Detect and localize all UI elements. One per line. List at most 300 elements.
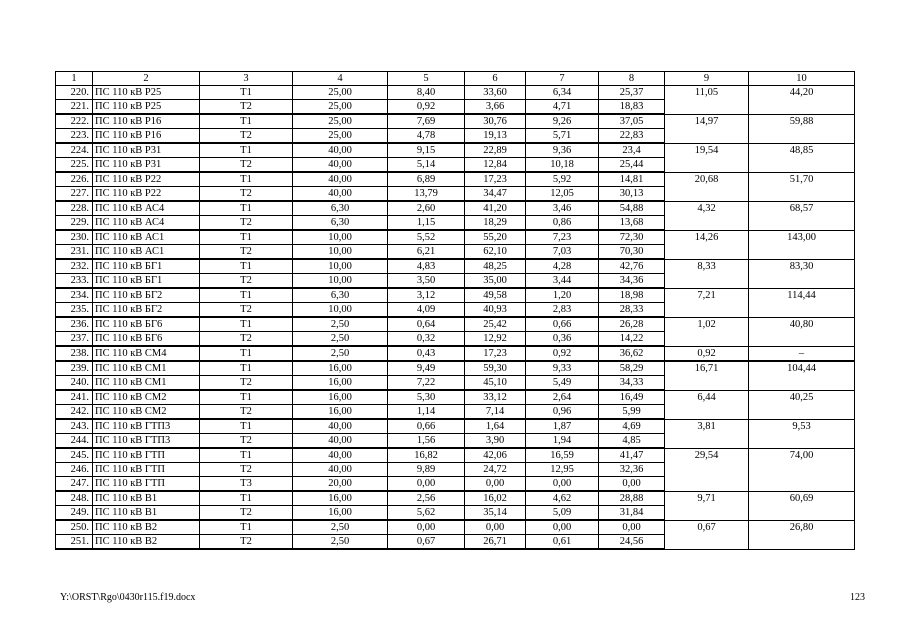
transformer-cell: Т1: [200, 491, 293, 506]
load-percent-a-cell: 30,76: [465, 114, 526, 129]
group-col9-cell: 3,81: [665, 419, 749, 448]
load-b-cell: 0,36: [526, 332, 599, 347]
load-percent-b-cell: 5,99: [599, 405, 665, 420]
rated-power-cell: 10,00: [293, 274, 388, 289]
rated-power-cell: 6,30: [293, 201, 388, 216]
row-number-cell: 246.: [56, 463, 93, 477]
load-a-cell: 9,89: [388, 463, 465, 477]
load-percent-a-cell: 33,60: [465, 86, 526, 100]
substation-name-cell: ПС 110 кВ АС1: [93, 230, 200, 245]
load-b-cell: 5,09: [526, 506, 599, 521]
load-b-cell: 0,00: [526, 520, 599, 535]
load-percent-b-cell: 22,83: [599, 129, 665, 144]
load-a-cell: 9,15: [388, 143, 465, 158]
load-percent-b-cell: 4,85: [599, 434, 665, 449]
transformer-cell: Т2: [200, 158, 293, 173]
column-header-3: 3: [200, 72, 293, 86]
load-a-cell: 1,56: [388, 434, 465, 449]
substation-name-cell: ПС 110 кВ Р16: [93, 114, 200, 129]
table-row: [56, 317, 855, 332]
row-number-cell: 241.: [56, 390, 93, 405]
substation-name-cell: ПС 110 кВ В2: [93, 520, 200, 535]
load-percent-b-cell: 25,37: [599, 86, 665, 100]
load-a-cell: 0,67: [388, 535, 465, 550]
load-percent-b-cell: 18,83: [599, 100, 665, 115]
load-percent-b-cell: 4,69: [599, 419, 665, 434]
load-b-cell: 1,20: [526, 288, 599, 303]
transformer-cell: Т1: [200, 86, 293, 100]
row-number-cell: 243.: [56, 419, 93, 434]
transformer-cell: Т2: [200, 332, 293, 347]
load-a-cell: 0,43: [388, 346, 465, 361]
group-col9-cell: 14,26: [665, 230, 749, 259]
load-percent-a-cell: 40,93: [465, 303, 526, 318]
transformer-cell: Т2: [200, 405, 293, 420]
row-number-cell: 244.: [56, 434, 93, 449]
substation-name-cell: ПС 110 кВ ГТП: [93, 463, 200, 477]
load-a-cell: 2,56: [388, 491, 465, 506]
table-body: [56, 72, 855, 550]
row-number-cell: 223.: [56, 129, 93, 144]
group-col10-cell: 40,25: [749, 390, 855, 419]
row-number-cell: 224.: [56, 143, 93, 158]
load-percent-b-cell: 0,00: [599, 520, 665, 535]
group-col10-cell: 74,00: [749, 448, 855, 491]
transformer-cell: Т1: [200, 390, 293, 405]
load-b-cell: 0,92: [526, 346, 599, 361]
load-a-cell: 7,69: [388, 114, 465, 129]
substation-name-cell: ПС 110 кВ БГ1: [93, 259, 200, 274]
load-percent-b-cell: 14,22: [599, 332, 665, 347]
rated-power-cell: 16,00: [293, 491, 388, 506]
load-a-cell: 0,00: [388, 477, 465, 492]
column-header-8: 8: [599, 72, 665, 86]
load-percent-b-cell: 23,4: [599, 143, 665, 158]
rated-power-cell: 10,00: [293, 245, 388, 260]
rated-power-cell: 6,30: [293, 288, 388, 303]
load-percent-a-cell: 18,29: [465, 216, 526, 231]
load-percent-b-cell: 58,29: [599, 361, 665, 376]
substation-name-cell: ПС 110 кВ Р31: [93, 158, 200, 173]
transformer-cell: Т1: [200, 520, 293, 535]
group-col9-cell: 4,32: [665, 201, 749, 230]
load-percent-a-cell: 16,02: [465, 491, 526, 506]
row-number-cell: 235.: [56, 303, 93, 318]
row-number-cell: 222.: [56, 114, 93, 129]
load-percent-a-cell: 0,00: [465, 520, 526, 535]
load-percent-b-cell: 32,36: [599, 463, 665, 477]
substation-name-cell: ПС 110 кВ АС4: [93, 216, 200, 231]
load-b-cell: 2,83: [526, 303, 599, 318]
rated-power-cell: 16,00: [293, 390, 388, 405]
load-percent-a-cell: 26,71: [465, 535, 526, 550]
substation-name-cell: ПС 110 кВ ГТП: [93, 477, 200, 492]
column-header-10: 10: [749, 72, 855, 86]
row-number-cell: 233.: [56, 274, 93, 289]
group-col10-cell: 68,57: [749, 201, 855, 230]
group-col10-cell: 59,88: [749, 114, 855, 143]
transformer-cell: Т2: [200, 129, 293, 144]
load-percent-a-cell: 55,20: [465, 230, 526, 245]
load-percent-a-cell: 22,89: [465, 143, 526, 158]
substation-name-cell: ПС 110 кВ БГ1: [93, 274, 200, 289]
load-b-cell: 10,18: [526, 158, 599, 173]
rated-power-cell: 2,50: [293, 346, 388, 361]
row-number-cell: 247.: [56, 477, 93, 492]
load-percent-b-cell: 16,49: [599, 390, 665, 405]
transformer-cell: Т2: [200, 463, 293, 477]
substation-name-cell: ПС 110 кВ В1: [93, 491, 200, 506]
load-b-cell: 7,23: [526, 230, 599, 245]
load-percent-a-cell: 59,30: [465, 361, 526, 376]
load-percent-b-cell: 34,36: [599, 274, 665, 289]
group-col10-cell: 104,44: [749, 361, 855, 390]
load-a-cell: 0,00: [388, 520, 465, 535]
load-b-cell: 5,49: [526, 376, 599, 391]
load-percent-a-cell: 3,66: [465, 100, 526, 115]
load-percent-a-cell: 35,00: [465, 274, 526, 289]
load-b-cell: 12,95: [526, 463, 599, 477]
load-b-cell: 6,34: [526, 86, 599, 100]
load-percent-a-cell: 33,12: [465, 390, 526, 405]
load-a-cell: 0,32: [388, 332, 465, 347]
table-row: [56, 172, 855, 187]
row-number-cell: 238.: [56, 346, 93, 361]
transformer-cell: Т1: [200, 172, 293, 187]
group-col9-cell: 20,68: [665, 172, 749, 201]
substation-name-cell: ПС 110 кВ СМ1: [93, 376, 200, 391]
rated-power-cell: 2,50: [293, 535, 388, 550]
load-percent-b-cell: 24,56: [599, 535, 665, 550]
transformer-cell: Т2: [200, 245, 293, 260]
load-percent-b-cell: 54,88: [599, 201, 665, 216]
column-header-4: 4: [293, 72, 388, 86]
transformer-cell: Т3: [200, 477, 293, 492]
load-percent-b-cell: 13,68: [599, 216, 665, 231]
load-percent-b-cell: 26,28: [599, 317, 665, 332]
load-percent-a-cell: 12,84: [465, 158, 526, 173]
rated-power-cell: 25,00: [293, 100, 388, 115]
load-b-cell: 1,94: [526, 434, 599, 449]
substation-name-cell: ПС 110 кВ АС4: [93, 201, 200, 216]
load-b-cell: 9,36: [526, 143, 599, 158]
table-row: [56, 86, 855, 100]
load-percent-a-cell: 25,42: [465, 317, 526, 332]
load-a-cell: 5,14: [388, 158, 465, 173]
group-col9-cell: 29,54: [665, 448, 749, 491]
load-percent-b-cell: 18,98: [599, 288, 665, 303]
row-number-cell: 231.: [56, 245, 93, 260]
transformer-cell: Т1: [200, 346, 293, 361]
group-col9-cell: 19,54: [665, 143, 749, 172]
load-percent-b-cell: 14,81: [599, 172, 665, 187]
load-percent-a-cell: 24,72: [465, 463, 526, 477]
load-percent-b-cell: 28,88: [599, 491, 665, 506]
table-row: [56, 346, 855, 361]
load-percent-a-cell: 1,64: [465, 419, 526, 434]
row-number-cell: 249.: [56, 506, 93, 521]
column-header-9: 9: [665, 72, 749, 86]
transformer-cell: Т2: [200, 216, 293, 231]
group-col10-cell: 26,80: [749, 520, 855, 549]
rated-power-cell: 40,00: [293, 158, 388, 173]
group-col9-cell: 9,71: [665, 491, 749, 520]
substation-name-cell: ПС 110 кВ СМ4: [93, 346, 200, 361]
load-b-cell: 16,59: [526, 448, 599, 463]
load-b-cell: 3,44: [526, 274, 599, 289]
substation-name-cell: ПС 110 кВ В2: [93, 535, 200, 550]
load-a-cell: 1,14: [388, 405, 465, 420]
group-col9-cell: 1,02: [665, 317, 749, 346]
group-col10-cell: 143,00: [749, 230, 855, 259]
transformer-cell: Т1: [200, 201, 293, 216]
substation-name-cell: ПС 110 кВ Р25: [93, 100, 200, 115]
table-row: [56, 201, 855, 216]
substation-name-cell: ПС 110 кВ В1: [93, 506, 200, 521]
substation-name-cell: ПС 110 кВ Р31: [93, 143, 200, 158]
group-col9-cell: 16,71: [665, 361, 749, 390]
rated-power-cell: 10,00: [293, 303, 388, 318]
table-row: [56, 419, 855, 434]
table-row: [56, 520, 855, 535]
group-col10-cell: 40,80: [749, 317, 855, 346]
substation-name-cell: ПС 110 кВ БГ2: [93, 303, 200, 318]
rated-power-cell: 16,00: [293, 361, 388, 376]
load-b-cell: 9,33: [526, 361, 599, 376]
substation-name-cell: ПС 110 кВ Р25: [93, 86, 200, 100]
load-percent-b-cell: 34,33: [599, 376, 665, 391]
load-percent-b-cell: 31,84: [599, 506, 665, 521]
transformer-cell: Т1: [200, 361, 293, 376]
column-header-6: 6: [465, 72, 526, 86]
table-row: [56, 448, 855, 463]
column-header-2: 2: [93, 72, 200, 86]
substation-name-cell: ПС 110 кВ БГ6: [93, 317, 200, 332]
load-a-cell: 2,60: [388, 201, 465, 216]
load-b-cell: 0,61: [526, 535, 599, 550]
load-percent-b-cell: 28,33: [599, 303, 665, 318]
substation-name-cell: ПС 110 кВ Р16: [93, 129, 200, 144]
transformer-cell: Т1: [200, 259, 293, 274]
group-col9-cell: 14,97: [665, 114, 749, 143]
row-number-cell: 250.: [56, 520, 93, 535]
load-percent-b-cell: 0,00: [599, 477, 665, 492]
load-percent-b-cell: 36,62: [599, 346, 665, 361]
rated-power-cell: 10,00: [293, 259, 388, 274]
load-a-cell: 16,82: [388, 448, 465, 463]
load-a-cell: 6,21: [388, 245, 465, 260]
load-a-cell: 1,15: [388, 216, 465, 231]
load-percent-a-cell: 49,58: [465, 288, 526, 303]
substation-name-cell: ПС 110 кВ АС1: [93, 245, 200, 260]
load-b-cell: 0,66: [526, 317, 599, 332]
transformer-cell: Т1: [200, 448, 293, 463]
substation-name-cell: ПС 110 кВ БГ2: [93, 288, 200, 303]
load-b-cell: 0,00: [526, 477, 599, 492]
load-percent-a-cell: 19,13: [465, 129, 526, 144]
load-a-cell: 4,78: [388, 129, 465, 144]
group-col9-cell: 6,44: [665, 390, 749, 419]
rated-power-cell: 25,00: [293, 114, 388, 129]
load-percent-a-cell: 34,47: [465, 187, 526, 202]
row-number-cell: 230.: [56, 230, 93, 245]
transformer-cell: Т1: [200, 288, 293, 303]
rated-power-cell: 25,00: [293, 86, 388, 100]
rated-power-cell: 40,00: [293, 448, 388, 463]
load-percent-b-cell: 72,30: [599, 230, 665, 245]
column-header-7: 7: [526, 72, 599, 86]
substation-name-cell: ПС 110 кВ Р22: [93, 172, 200, 187]
load-a-cell: 5,62: [388, 506, 465, 521]
transformer-cell: Т2: [200, 434, 293, 449]
table-row: [56, 230, 855, 245]
load-a-cell: 0,66: [388, 419, 465, 434]
row-number-cell: 229.: [56, 216, 93, 231]
rated-power-cell: 16,00: [293, 405, 388, 420]
group-col9-cell: 11,05: [665, 86, 749, 115]
transformer-cell: Т2: [200, 187, 293, 202]
group-col10-cell: 44,20: [749, 86, 855, 115]
row-number-cell: 226.: [56, 172, 93, 187]
column-header-1: 1: [56, 72, 93, 86]
load-percent-a-cell: 17,23: [465, 172, 526, 187]
load-b-cell: 0,96: [526, 405, 599, 420]
load-a-cell: 13,79: [388, 187, 465, 202]
substation-name-cell: ПС 110 кВ СМ2: [93, 405, 200, 420]
substation-name-cell: ПС 110 кВ СМ1: [93, 361, 200, 376]
load-percent-b-cell: 42,76: [599, 259, 665, 274]
row-number-cell: 225.: [56, 158, 93, 173]
group-col10-cell: –: [749, 346, 855, 361]
load-b-cell: 4,71: [526, 100, 599, 115]
row-number-cell: 228.: [56, 201, 93, 216]
row-number-cell: 221.: [56, 100, 93, 115]
load-b-cell: 5,71: [526, 129, 599, 144]
load-percent-b-cell: 41,47: [599, 448, 665, 463]
substation-name-cell: ПС 110 кВ ГТП3: [93, 434, 200, 449]
transformer-cell: Т2: [200, 535, 293, 550]
group-col10-cell: 114,44: [749, 288, 855, 317]
load-percent-b-cell: 70,30: [599, 245, 665, 260]
row-number-cell: 245.: [56, 448, 93, 463]
substation-name-cell: ПС 110 кВ БГ6: [93, 332, 200, 347]
rated-power-cell: 40,00: [293, 463, 388, 477]
row-number-cell: 234.: [56, 288, 93, 303]
transformer-cell: Т2: [200, 506, 293, 521]
rated-power-cell: 2,50: [293, 520, 388, 535]
load-a-cell: 3,12: [388, 288, 465, 303]
row-number-cell: 239.: [56, 361, 93, 376]
load-a-cell: 6,89: [388, 172, 465, 187]
rated-power-cell: 40,00: [293, 172, 388, 187]
row-number-cell: 242.: [56, 405, 93, 420]
load-b-cell: 2,64: [526, 390, 599, 405]
group-col10-cell: 9,53: [749, 419, 855, 448]
rated-power-cell: 40,00: [293, 434, 388, 449]
load-a-cell: 0,64: [388, 317, 465, 332]
substation-name-cell: ПС 110 кВ ГТП3: [93, 419, 200, 434]
group-col9-cell: 0,67: [665, 520, 749, 549]
group-col10-cell: 60,69: [749, 491, 855, 520]
load-a-cell: 8,40: [388, 86, 465, 100]
table-row: [56, 114, 855, 129]
table-row: [56, 288, 855, 303]
row-number-cell: 220.: [56, 86, 93, 100]
table-row: [56, 491, 855, 506]
rated-power-cell: 10,00: [293, 230, 388, 245]
data-table: [55, 71, 855, 550]
transformer-cell: Т1: [200, 143, 293, 158]
load-percent-a-cell: 7,14: [465, 405, 526, 420]
load-b-cell: 3,46: [526, 201, 599, 216]
transformer-cell: Т2: [200, 100, 293, 115]
load-b-cell: 4,28: [526, 259, 599, 274]
group-col10-cell: 51,70: [749, 172, 855, 201]
group-col9-cell: 0,92: [665, 346, 749, 361]
column-header-5: 5: [388, 72, 465, 86]
substation-name-cell: ПС 110 кВ Р22: [93, 187, 200, 202]
row-number-cell: 232.: [56, 259, 93, 274]
row-number-cell: 236.: [56, 317, 93, 332]
transformer-cell: Т1: [200, 114, 293, 129]
rated-power-cell: 6,30: [293, 216, 388, 231]
transformer-cell: Т2: [200, 274, 293, 289]
table-row: [56, 143, 855, 158]
load-percent-b-cell: 37,05: [599, 114, 665, 129]
group-col10-cell: 48,85: [749, 143, 855, 172]
substation-name-cell: ПС 110 кВ СМ2: [93, 390, 200, 405]
footer-file-path: Y:\ORST\Rgo\0430r115.f19.docx: [60, 592, 196, 603]
rated-power-cell: 2,50: [293, 332, 388, 347]
load-b-cell: 5,92: [526, 172, 599, 187]
table-row: [56, 390, 855, 405]
load-percent-a-cell: 62,10: [465, 245, 526, 260]
row-number-cell: 240.: [56, 376, 93, 391]
rated-power-cell: 16,00: [293, 376, 388, 391]
transformer-cell: Т2: [200, 303, 293, 318]
substation-name-cell: ПС 110 кВ ГТП: [93, 448, 200, 463]
load-a-cell: 0,92: [388, 100, 465, 115]
load-percent-a-cell: 3,90: [465, 434, 526, 449]
rated-power-cell: 40,00: [293, 187, 388, 202]
transformer-cell: Т1: [200, 419, 293, 434]
load-percent-a-cell: 35,14: [465, 506, 526, 521]
load-a-cell: 5,52: [388, 230, 465, 245]
load-percent-a-cell: 45,10: [465, 376, 526, 391]
header-row: [56, 72, 855, 86]
load-a-cell: 7,22: [388, 376, 465, 391]
load-percent-b-cell: 30,13: [599, 187, 665, 202]
load-a-cell: 3,50: [388, 274, 465, 289]
rated-power-cell: 16,00: [293, 506, 388, 521]
row-number-cell: 237.: [56, 332, 93, 347]
load-b-cell: 1,87: [526, 419, 599, 434]
transformer-cell: Т1: [200, 230, 293, 245]
transformer-cell: Т2: [200, 376, 293, 391]
group-col9-cell: 7,21: [665, 288, 749, 317]
transformer-cell: Т1: [200, 317, 293, 332]
row-number-cell: 251.: [56, 535, 93, 550]
table-row: [56, 259, 855, 274]
load-b-cell: 4,62: [526, 491, 599, 506]
load-percent-a-cell: 17,23: [465, 346, 526, 361]
row-number-cell: 227.: [56, 187, 93, 202]
load-a-cell: 4,83: [388, 259, 465, 274]
load-b-cell: 7,03: [526, 245, 599, 260]
rated-power-cell: 40,00: [293, 143, 388, 158]
load-b-cell: 12,05: [526, 187, 599, 202]
load-percent-a-cell: 41,20: [465, 201, 526, 216]
